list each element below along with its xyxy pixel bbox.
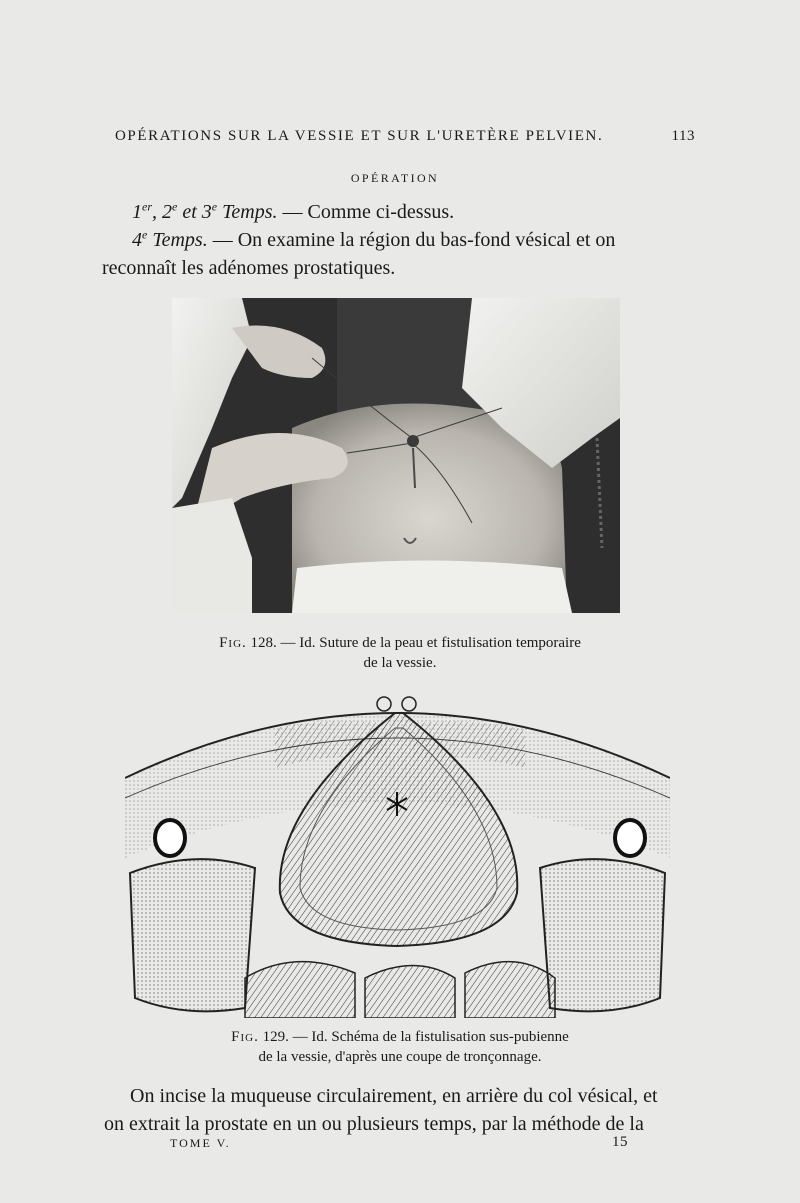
figure-128-caption [172, 633, 628, 673]
body-line-2: on extrait la prostate en un ou plusieurs temps, par la méthode de la [104, 1113, 644, 1135]
step-4-paragraph [102, 226, 692, 282]
step-1-3-text: — Comme ci-dessus. [277, 201, 455, 223]
figure-129-number: 129. [258, 1029, 289, 1045]
figure-128-caption-line1: — Id. Suture de la peau et fistulisation temporaire [276, 635, 581, 651]
step-1-3-label: 1er, 2e et 3e Temps. [132, 199, 278, 223]
figure-129-caption-line1: — Id. Schéma de la fistulisation sus-pubienne [288, 1029, 569, 1045]
step-4-text-line2: reconnaît les adénomes prostatiques. [102, 257, 396, 279]
figure-128-caption-line2: de la vessie. [363, 655, 437, 671]
figure-129-label: Fig. [231, 1029, 259, 1045]
figure-128-number: 128. [246, 635, 277, 651]
body-paragraph [104, 1082, 694, 1138]
page-number: 113 [671, 128, 695, 144]
section-heading: OPÉRATION [350, 171, 440, 185]
figure-128-illustration [172, 298, 620, 613]
tome-label: TOME V. [170, 1136, 231, 1150]
figure-129-caption-line2: de la vessie, d'après une coupe de tronçonnage. [258, 1049, 542, 1065]
signature-mark: 15 [612, 1134, 628, 1150]
figure-128-photograph [172, 298, 620, 613]
running-title: OPÉRATIONS SUR LA VESSIE ET SUR L'URETÈRE PELVIEN. [115, 128, 604, 144]
figure-129-illustration [125, 688, 670, 1018]
step-1-3-paragraph [132, 198, 454, 226]
figure-128-label: Fig. [219, 635, 247, 651]
step-4-label: 4e Temps. [132, 227, 208, 251]
step-4-text-line1: — On examine la région du bas-fond vésical et on [207, 229, 616, 251]
figure-129-diagram [125, 688, 670, 1018]
figure-129-caption [190, 1027, 610, 1067]
body-line-1: On incise la muqueuse circulairement, en arrière du col vésical, et [130, 1085, 658, 1107]
